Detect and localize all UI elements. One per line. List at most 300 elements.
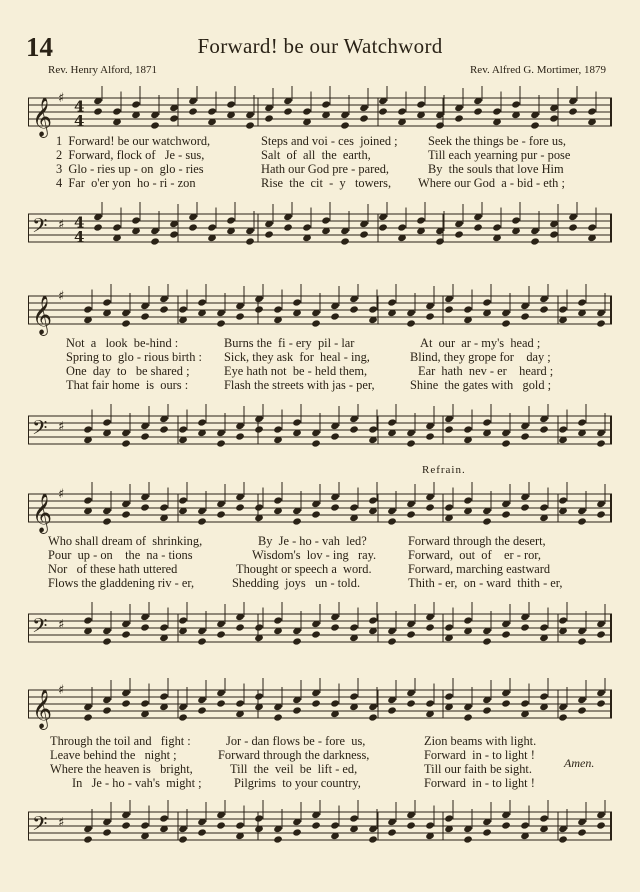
note-head — [368, 616, 378, 624]
note-head — [188, 107, 198, 115]
note-head — [311, 319, 321, 327]
note-head — [112, 107, 122, 115]
note-head — [150, 121, 160, 129]
sharp-icon: ♯ — [58, 617, 65, 633]
note-head — [178, 496, 188, 504]
note-head — [140, 699, 150, 707]
note-head — [311, 510, 321, 518]
note-head — [558, 616, 568, 624]
note-head — [254, 814, 264, 822]
lyric-line: Steps and voi - ces joined ; — [261, 134, 398, 148]
note-head — [121, 821, 131, 829]
note-head — [558, 305, 568, 313]
note-head — [406, 699, 416, 707]
note-head — [549, 230, 559, 238]
note-head — [530, 237, 540, 245]
note-head — [520, 699, 530, 707]
note-head — [292, 298, 302, 306]
note-head — [283, 107, 293, 115]
note-head — [520, 432, 530, 440]
lyric-line: Forward, out of er - ror, — [408, 548, 542, 562]
note-head — [254, 623, 264, 631]
note-head — [273, 835, 283, 843]
bass-clef-icon: 𝄢 — [32, 812, 48, 840]
note-head — [254, 692, 264, 700]
note-head — [368, 496, 378, 504]
note-head — [387, 517, 397, 525]
note-head — [264, 114, 274, 122]
note-head — [425, 699, 435, 707]
note-head — [254, 425, 264, 433]
note-head — [264, 230, 274, 238]
note-head — [577, 298, 587, 306]
lyric-line: Leave behind the night ; — [50, 748, 177, 762]
note-head — [444, 503, 454, 511]
sharp-icon: ♯ — [58, 91, 65, 106]
note-head — [558, 713, 568, 721]
lyric-line: 4 Far o'er yon ho - ri - zon — [56, 176, 196, 190]
note-head — [425, 312, 435, 320]
lyric-line: In Je - ho - vah's might ; — [72, 776, 202, 790]
note-head — [463, 425, 473, 433]
note-head — [501, 699, 511, 707]
note-head — [463, 305, 473, 313]
note-head — [577, 828, 587, 836]
lyric-line: 1 Forward! be our watchword, — [56, 134, 211, 148]
note-head — [539, 425, 549, 433]
note-head — [587, 107, 597, 115]
bass-staff — [28, 404, 612, 460]
lyric-line: Forward, marching eastward — [408, 562, 551, 576]
note-head — [83, 425, 93, 433]
sharp-icon: ♯ — [58, 815, 65, 831]
lyric-line: Zion beams with light. — [424, 734, 537, 748]
music-system-2 — [28, 278, 612, 468]
note-head — [501, 319, 511, 327]
note-head — [216, 510, 226, 518]
note-head — [140, 821, 150, 829]
note-head — [273, 616, 283, 624]
note-head — [340, 121, 350, 129]
note-head — [596, 439, 606, 447]
lyric-line: At our ar - my's head ; — [420, 336, 541, 350]
note-head — [140, 432, 150, 440]
note-head — [197, 418, 207, 426]
note-head — [330, 623, 340, 631]
note-head — [349, 623, 359, 631]
note-head — [482, 418, 492, 426]
note-head — [102, 298, 112, 306]
note-head — [368, 835, 378, 843]
lyric-line: Jor - dan flows be - fore us, — [226, 734, 366, 748]
note-head — [216, 439, 226, 447]
lyric-line: Forward through the darkness, — [218, 748, 370, 762]
note-head — [102, 828, 112, 836]
lyric-line: Shedding joys un - told. — [232, 576, 361, 590]
note-head — [83, 713, 93, 721]
treble-staff — [28, 678, 612, 738]
note-head — [140, 623, 150, 631]
treble-staff — [28, 284, 612, 340]
note-head — [150, 237, 160, 245]
note-head — [568, 107, 578, 115]
note-head — [112, 223, 122, 231]
note-head — [501, 630, 511, 638]
note-head — [169, 230, 179, 238]
note-head — [131, 216, 141, 224]
note-head — [539, 814, 549, 822]
note-head — [83, 835, 93, 843]
note-head — [539, 503, 549, 511]
note-head — [216, 630, 226, 638]
note-head — [235, 503, 245, 511]
note-head — [577, 517, 587, 525]
note-head — [387, 706, 397, 714]
note-head — [349, 692, 359, 700]
note-head — [387, 637, 397, 645]
time-signature: 4 — [74, 213, 85, 232]
treble-clef-icon: 𝄞 — [32, 97, 53, 137]
lyric-line: Rise the cit - y towers, — [261, 176, 392, 190]
note-head — [454, 230, 464, 238]
note-head — [473, 223, 483, 231]
note-head — [520, 503, 530, 511]
note-head — [283, 223, 293, 231]
lyric-line: Burns the fi - ery pil - lar — [224, 336, 355, 350]
note-head — [368, 713, 378, 721]
note-head — [235, 312, 245, 320]
bass-staff — [28, 602, 612, 662]
note-head — [520, 623, 530, 631]
note-head — [207, 223, 217, 231]
note-head — [482, 517, 492, 525]
note-head — [359, 114, 369, 122]
note-head — [292, 828, 302, 836]
note-head — [539, 692, 549, 700]
note-head — [425, 432, 435, 440]
note-head — [321, 100, 331, 108]
note-head — [216, 319, 226, 327]
bass-clef-icon: 𝄢 — [32, 416, 48, 444]
note-head — [121, 699, 131, 707]
note-head — [425, 503, 435, 511]
note-head — [397, 107, 407, 115]
note-head — [188, 223, 198, 231]
treble-clef-icon: 𝄞 — [32, 295, 53, 335]
note-head — [235, 821, 245, 829]
note-head — [463, 713, 473, 721]
note-head — [501, 439, 511, 447]
note-head — [349, 814, 359, 822]
note-head — [178, 835, 188, 843]
note-head — [273, 425, 283, 433]
note-head — [131, 100, 141, 108]
note-head — [159, 305, 169, 313]
lyric-line: Where our God a - bid - eth ; — [418, 176, 565, 190]
note-head — [102, 637, 112, 645]
lyric-line: One day to be shared ; — [66, 364, 190, 378]
note-head — [102, 517, 112, 525]
note-head — [197, 828, 207, 836]
note-head — [292, 637, 302, 645]
note-head — [83, 496, 93, 504]
note-head — [368, 425, 378, 433]
note-head — [463, 835, 473, 843]
lyric-line: Till the veil be lift - ed, — [230, 762, 358, 776]
note-head — [292, 706, 302, 714]
note-head — [235, 623, 245, 631]
note-head — [463, 616, 473, 624]
sharp-icon: ♯ — [58, 289, 65, 304]
words-credit: Rev. Henry Alford, 1871 — [48, 64, 157, 76]
time-signature: 4 — [74, 97, 85, 116]
sharp-icon: ♯ — [58, 487, 65, 502]
lyric-line: Ear hath nev - er heard ; — [418, 364, 554, 378]
note-head — [121, 630, 131, 638]
note-head — [207, 107, 217, 115]
lyric-line: Forward through the desert, — [408, 534, 546, 548]
note-head — [273, 713, 283, 721]
lyric-line: That fair home is ours : — [66, 378, 189, 392]
note-head — [387, 828, 397, 836]
note-head — [159, 814, 169, 822]
note-head — [121, 510, 131, 518]
lyric-line: 2 Forward, flock of Je - sus, — [56, 148, 205, 162]
note-head — [378, 223, 388, 231]
note-head — [311, 821, 321, 829]
note-head — [387, 418, 397, 426]
note-head — [520, 312, 530, 320]
note-head — [273, 496, 283, 504]
note-head — [596, 510, 606, 518]
lyric-line: Where the heaven is bright, — [50, 762, 193, 776]
note-head — [340, 237, 350, 245]
note-head — [330, 503, 340, 511]
note-head — [549, 114, 559, 122]
note-head — [596, 699, 606, 707]
note-head — [492, 107, 502, 115]
note-head — [93, 107, 103, 115]
lyric-line: Till each yearning pur - pose — [428, 148, 571, 162]
note-head — [444, 305, 454, 313]
note-head — [482, 828, 492, 836]
note-head — [235, 699, 245, 707]
note-head — [425, 821, 435, 829]
note-head — [577, 706, 587, 714]
amen-label: Amen. — [564, 756, 595, 770]
note-head — [397, 223, 407, 231]
note-head — [406, 439, 416, 447]
note-head — [444, 692, 454, 700]
note-head — [197, 517, 207, 525]
lyric-line: Pour up - on the na - tions — [48, 548, 193, 562]
note-head — [596, 319, 606, 327]
note-head — [577, 637, 587, 645]
lyric-line: Thith - er, on - ward thith - er, — [408, 576, 563, 590]
music-system-3 — [28, 464, 612, 674]
lyric-line: Seek the things be - fore us, — [428, 134, 566, 148]
lyric-line: Sick, they ask for heal - ing, — [224, 350, 370, 364]
lyric-line: By the souls that love Him — [428, 162, 564, 176]
note-head — [539, 305, 549, 313]
note-head — [311, 439, 321, 447]
note-head — [349, 425, 359, 433]
note-head — [140, 312, 150, 320]
note-head — [330, 699, 340, 707]
note-head — [292, 517, 302, 525]
note-head — [178, 425, 188, 433]
note-head — [368, 305, 378, 313]
lyric-line: Shine the gates with gold ; — [410, 378, 552, 392]
lyric-line: Not a look be-hind : — [66, 336, 179, 350]
lyric-line: 3 Glo - ries up - on glo - ries — [56, 162, 204, 176]
note-head — [235, 432, 245, 440]
note-head — [159, 503, 169, 511]
note-head — [511, 100, 521, 108]
note-head — [159, 623, 169, 631]
note-head — [178, 616, 188, 624]
note-head — [482, 637, 492, 645]
note-head — [530, 121, 540, 129]
sharp-icon: ♯ — [58, 419, 65, 435]
note-head — [216, 699, 226, 707]
note-head — [520, 821, 530, 829]
bass-staff — [28, 800, 612, 860]
lyric-line: Till our faith be sight. — [424, 762, 532, 776]
note-head — [492, 223, 502, 231]
note-head — [482, 298, 492, 306]
sharp-icon: ♯ — [58, 217, 65, 233]
note-head — [102, 706, 112, 714]
note-head — [501, 821, 511, 829]
hymn-number: 14 — [26, 32, 53, 62]
treble-clef-icon: 𝄞 — [32, 493, 53, 533]
note-head — [425, 623, 435, 631]
note-head — [349, 503, 359, 511]
note-head — [596, 821, 606, 829]
sharp-icon: ♯ — [58, 683, 65, 698]
lyric-line: Forward in - to light ! — [424, 748, 535, 762]
hymn-title: Forward! be our Watchword — [197, 34, 443, 58]
treble-staff — [28, 482, 612, 538]
note-head — [568, 223, 578, 231]
note-head — [121, 439, 131, 447]
note-head — [558, 425, 568, 433]
lyric-line: Eye hath not be - held them, — [224, 364, 368, 378]
note-head — [226, 216, 236, 224]
note-head — [254, 305, 264, 313]
lyric-line: Wisdom's lov - ing ray. — [252, 548, 377, 562]
note-head — [501, 510, 511, 518]
bass-clef-icon: 𝄢 — [32, 214, 48, 242]
note-head — [577, 418, 587, 426]
note-head — [330, 312, 340, 320]
time-signature: 4 — [74, 228, 85, 246]
bass-staff — [28, 202, 612, 258]
note-head — [463, 496, 473, 504]
note-head — [197, 706, 207, 714]
note-head — [454, 114, 464, 122]
note-head — [83, 305, 93, 313]
note-head — [416, 216, 426, 224]
note-head — [406, 510, 416, 518]
note-head — [197, 637, 207, 645]
note-head — [416, 100, 426, 108]
note-head — [406, 319, 416, 327]
note-head — [596, 630, 606, 638]
note-head — [292, 418, 302, 426]
lyric-line: Nor of these hath uttered — [48, 562, 178, 576]
note-head — [359, 230, 369, 238]
note-head — [83, 616, 93, 624]
lyric-line: Who shall dream of shrinking, — [48, 534, 203, 548]
refrain-label: Refrain. — [422, 464, 466, 476]
lyric-line: Flash the streets with jas - per, — [224, 378, 375, 392]
lyric-line: Hath our God pre - pared, — [261, 162, 389, 176]
lyric-line: By Je - ho - vah led? — [258, 534, 367, 548]
note-head — [406, 630, 416, 638]
note-head — [254, 503, 264, 511]
note-head — [406, 821, 416, 829]
note-head — [273, 305, 283, 313]
note-head — [159, 692, 169, 700]
note-head — [302, 223, 312, 231]
note-head — [245, 121, 255, 129]
treble-clef-icon: 𝄞 — [32, 689, 53, 729]
note-head — [302, 107, 312, 115]
note-head — [169, 114, 179, 122]
note-head — [558, 835, 568, 843]
note-head — [159, 425, 169, 433]
time-signature: 4 — [74, 112, 85, 130]
note-head — [511, 216, 521, 224]
note-head — [140, 503, 150, 511]
lyric-line: Thought or speech a word. — [236, 562, 372, 576]
lyric-line: Through the toil and fight : — [50, 734, 191, 748]
note-head — [444, 623, 454, 631]
lyric-line: Salt of all the earth, — [261, 148, 371, 162]
note-head — [558, 496, 568, 504]
note-head — [178, 713, 188, 721]
note-head — [473, 107, 483, 115]
note-head — [330, 821, 340, 829]
note-head — [245, 237, 255, 245]
note-head — [444, 814, 454, 822]
music-credit: Rev. Alfred G. Mortimer, 1879 — [469, 64, 606, 76]
note-head — [444, 425, 454, 433]
note-head — [330, 432, 340, 440]
note-head — [226, 100, 236, 108]
note-head — [102, 418, 112, 426]
note-head — [349, 305, 359, 313]
note-head — [482, 706, 492, 714]
music-system-4 — [28, 676, 612, 876]
note-head — [197, 298, 207, 306]
music-system-1 — [28, 82, 612, 262]
lyric-line: Pilgrims to your country, — [234, 776, 361, 790]
note-head — [178, 305, 188, 313]
note-head — [216, 821, 226, 829]
note-head — [378, 107, 388, 115]
lyric-line: Flows the gladdening riv - er, — [48, 576, 195, 590]
note-head — [121, 319, 131, 327]
note-head — [321, 216, 331, 224]
note-head — [311, 699, 321, 707]
note-head — [587, 223, 597, 231]
lyric-line: Forward in - to light ! — [424, 776, 535, 790]
bass-clef-icon: 𝄢 — [32, 614, 48, 642]
note-head — [93, 223, 103, 231]
